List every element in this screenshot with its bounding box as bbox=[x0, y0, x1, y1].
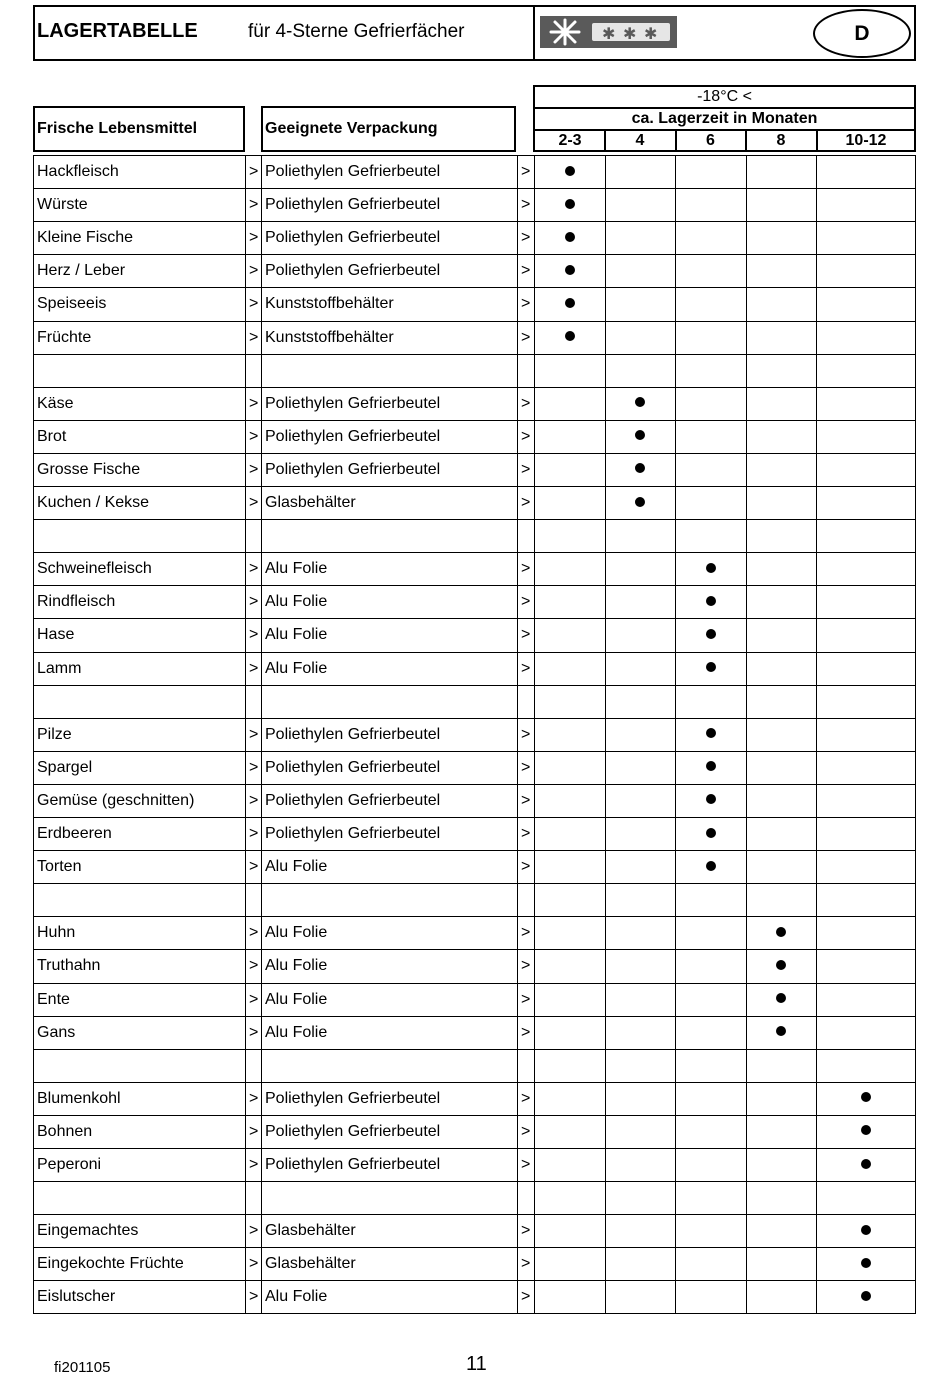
food-name: Grosse Fische bbox=[37, 460, 141, 478]
column-divider bbox=[517, 155, 518, 1314]
food-name: Eingemachtes bbox=[37, 1222, 139, 1240]
row-divider bbox=[33, 585, 916, 586]
separator-arrow: > bbox=[521, 758, 531, 776]
packaging-name: Kunststoffbehälter bbox=[265, 295, 394, 313]
food-name: Kleine Fische bbox=[37, 229, 134, 247]
page-number: 11 bbox=[466, 1353, 487, 1375]
separator-arrow: > bbox=[249, 659, 259, 677]
svg-text:✱: ✱ bbox=[644, 24, 658, 43]
row-divider bbox=[33, 354, 916, 355]
storage-bullet-10-12 bbox=[861, 1291, 871, 1301]
storage-bullet-2-3 bbox=[565, 265, 575, 275]
food-name: Pilze bbox=[37, 725, 72, 743]
month-column-10-12: 10-12 bbox=[845, 132, 887, 149]
packaging-name: Alu Folie bbox=[265, 957, 328, 975]
column-divider bbox=[675, 155, 676, 1314]
row-divider bbox=[33, 1148, 916, 1149]
separator-arrow: > bbox=[249, 494, 259, 511]
storage-bullet-6 bbox=[706, 861, 716, 871]
separator-arrow: > bbox=[249, 427, 259, 445]
separator-arrow: > bbox=[521, 394, 531, 412]
column-divider bbox=[746, 155, 747, 1314]
packaging-name: Poliethylen Gefrierbeutel bbox=[265, 460, 441, 478]
packaging-name: Alu Folie bbox=[265, 924, 328, 942]
packaging-name: Poliethylen Gefrierbeutel bbox=[265, 196, 441, 214]
column-divider bbox=[816, 155, 817, 1314]
storage-bullet-10-12 bbox=[861, 1225, 871, 1235]
packaging-column-header: Geeignete Verpackung bbox=[261, 106, 516, 152]
food-name: Hackfleisch bbox=[37, 163, 119, 180]
food-name: Schweinefleisch bbox=[37, 560, 152, 578]
separator-arrow: > bbox=[249, 328, 259, 346]
separator-arrow: > bbox=[249, 1255, 259, 1273]
month-column-6: 6 bbox=[706, 132, 715, 149]
food-name: Ente bbox=[37, 990, 70, 1008]
column-divider bbox=[534, 155, 535, 1314]
storage-bullet-8 bbox=[776, 993, 786, 1003]
packaging-name: Poliethylen Gefrierbeutel bbox=[265, 229, 441, 247]
packaging-name: Poliethylen Gefrierbeutel bbox=[265, 1089, 441, 1107]
storage-table bbox=[33, 155, 916, 1314]
packaging-name: Poliethylen Gefrierbeutel bbox=[265, 825, 441, 842]
separator-arrow: > bbox=[521, 1023, 531, 1041]
packaging-name: Glasbehälter bbox=[265, 494, 356, 511]
month-column-2-3: 2-3 bbox=[558, 132, 582, 149]
row-divider bbox=[33, 916, 916, 917]
temperature-label: -18°C < bbox=[697, 88, 752, 105]
storage-bullet-6 bbox=[706, 662, 716, 672]
food-name: Blumenkohl bbox=[37, 1089, 121, 1107]
row-divider bbox=[33, 254, 916, 255]
food-name: Erdbeeren bbox=[37, 825, 112, 842]
svg-text:✱: ✱ bbox=[623, 24, 637, 43]
packaging-name: Poliethylen Gefrierbeutel bbox=[265, 262, 441, 280]
row-divider bbox=[33, 221, 916, 222]
separator-arrow: > bbox=[249, 1122, 259, 1140]
separator-arrow: > bbox=[249, 196, 259, 214]
row-divider bbox=[33, 321, 916, 322]
svg-text:✱: ✱ bbox=[602, 24, 616, 43]
separator-arrow: > bbox=[521, 593, 531, 611]
separator-arrow: > bbox=[521, 196, 531, 214]
food-name: Käse bbox=[37, 394, 74, 412]
document-code: fi201105 bbox=[54, 1359, 111, 1376]
row-divider bbox=[33, 850, 916, 851]
storage-bullet-6 bbox=[706, 828, 716, 838]
packaging-name: Alu Folie bbox=[265, 659, 328, 677]
separator-arrow: > bbox=[521, 725, 531, 743]
food-name: Gans bbox=[37, 1023, 76, 1041]
storage-bullet-8 bbox=[776, 960, 786, 970]
separator-arrow: > bbox=[521, 1222, 531, 1240]
row-divider bbox=[33, 1280, 916, 1281]
row-divider bbox=[33, 519, 916, 520]
food-name: Lamm bbox=[37, 659, 82, 677]
separator-arrow: > bbox=[521, 626, 531, 644]
separator-arrow: > bbox=[521, 791, 531, 809]
packaging-name: Poliethylen Gefrierbeutel bbox=[265, 163, 441, 180]
separator-arrow: > bbox=[521, 957, 531, 975]
separator-arrow: > bbox=[249, 1222, 259, 1240]
storage-bullet-8 bbox=[776, 927, 786, 937]
separator-arrow: > bbox=[249, 1156, 259, 1173]
separator-arrow: > bbox=[521, 858, 531, 876]
separator-arrow: > bbox=[249, 858, 259, 876]
food-name: Brot bbox=[37, 427, 67, 445]
food-name: Rindfleisch bbox=[37, 593, 116, 611]
separator-arrow: > bbox=[249, 163, 259, 180]
row-divider bbox=[33, 486, 916, 487]
month-column-4: 4 bbox=[635, 132, 645, 149]
row-divider bbox=[33, 188, 916, 189]
separator-arrow: > bbox=[521, 1122, 531, 1140]
row-divider bbox=[33, 1016, 916, 1017]
row-divider bbox=[33, 718, 916, 719]
row-divider bbox=[33, 552, 916, 553]
storage-bullet-6 bbox=[706, 563, 716, 573]
food-name: Peperoni bbox=[37, 1156, 102, 1173]
separator-arrow: > bbox=[521, 1255, 531, 1273]
separator-arrow: > bbox=[521, 494, 531, 511]
separator-arrow: > bbox=[249, 262, 259, 280]
separator-arrow: > bbox=[521, 990, 531, 1008]
separator-arrow: > bbox=[521, 262, 531, 280]
packaging-name: Glasbehälter bbox=[265, 1255, 356, 1273]
food-name: Hase bbox=[37, 626, 75, 644]
packaging-name: Alu Folie bbox=[265, 560, 328, 578]
packaging-name: Alu Folie bbox=[265, 990, 328, 1008]
storage-bullet-10-12 bbox=[861, 1159, 871, 1169]
storage-bullet-2-3 bbox=[565, 199, 575, 209]
storage-bullet-6 bbox=[706, 629, 716, 639]
separator-arrow: > bbox=[521, 825, 531, 842]
food-name: Bohnen bbox=[37, 1122, 93, 1140]
storage-bullet-4 bbox=[635, 497, 645, 507]
food-name: Gemüse (geschnitten) bbox=[37, 791, 195, 809]
packaging-name: Poliethylen Gefrierbeutel bbox=[265, 758, 441, 776]
row-divider bbox=[33, 817, 916, 818]
separator-arrow: > bbox=[249, 791, 259, 809]
packaging-name: Alu Folie bbox=[265, 858, 328, 876]
row-divider bbox=[33, 983, 916, 984]
storage-bullet-2-3 bbox=[565, 232, 575, 242]
separator-arrow: > bbox=[521, 295, 531, 313]
separator-arrow: > bbox=[521, 924, 531, 942]
separator-arrow: > bbox=[249, 394, 259, 412]
separator-arrow: > bbox=[249, 1089, 259, 1107]
food-name: Herz / Leber bbox=[37, 262, 126, 280]
separator-arrow: > bbox=[249, 626, 259, 644]
food-name: Speiseeis bbox=[37, 295, 107, 313]
separator-arrow: > bbox=[521, 560, 531, 578]
packaging-name: Poliethylen Gefrierbeutel bbox=[265, 725, 441, 743]
row-divider bbox=[33, 1082, 916, 1083]
separator-arrow: > bbox=[521, 229, 531, 247]
separator-arrow: > bbox=[249, 593, 259, 611]
separator-arrow: > bbox=[521, 659, 531, 677]
packaging-name: Poliethylen Gefrierbeutel bbox=[265, 1122, 441, 1140]
column-divider bbox=[261, 155, 262, 1314]
separator-arrow: > bbox=[521, 1156, 531, 1173]
row-divider bbox=[33, 387, 916, 388]
column-divider bbox=[245, 155, 246, 1314]
separator-arrow: > bbox=[521, 427, 531, 445]
food-name: Eislutscher bbox=[37, 1288, 116, 1306]
row-divider bbox=[33, 883, 916, 884]
separator-arrow: > bbox=[249, 990, 259, 1008]
food-name: Früchte bbox=[37, 328, 92, 346]
storage-bullet-2-3 bbox=[565, 331, 575, 341]
separator-arrow: > bbox=[249, 725, 259, 743]
packaging-name: Poliethylen Gefrierbeutel bbox=[265, 1156, 441, 1173]
separator-arrow: > bbox=[521, 460, 531, 478]
row-divider bbox=[33, 287, 916, 288]
separator-arrow: > bbox=[249, 229, 259, 247]
packaging-name: Alu Folie bbox=[265, 1023, 328, 1041]
month-column-8: 8 bbox=[776, 132, 786, 149]
packaging-name: Alu Folie bbox=[265, 1288, 328, 1306]
separator-arrow: > bbox=[249, 460, 259, 478]
food-name: Huhn bbox=[37, 924, 76, 942]
row-divider bbox=[33, 618, 916, 619]
separator-arrow: > bbox=[249, 825, 259, 842]
separator-arrow: > bbox=[249, 924, 259, 942]
separator-arrow: > bbox=[521, 328, 531, 346]
separator-arrow: > bbox=[249, 295, 259, 313]
storage-bullet-6 bbox=[706, 596, 716, 606]
food-name: Kuchen / Kekse bbox=[37, 494, 150, 511]
food-name: Truthahn bbox=[37, 957, 101, 975]
row-divider bbox=[33, 1214, 916, 1215]
country-badge: D bbox=[813, 9, 911, 58]
row-divider bbox=[33, 1181, 916, 1182]
separator-arrow: > bbox=[249, 758, 259, 776]
storage-bullet-2-3 bbox=[565, 166, 575, 176]
storage-time-label: ca. Lagerzeit in Monaten bbox=[631, 110, 818, 127]
packaging-name: Poliethylen Gefrierbeutel bbox=[265, 791, 441, 809]
row-divider bbox=[33, 751, 916, 752]
separator-arrow: > bbox=[521, 1089, 531, 1107]
page-title: LAGERTABELLE bbox=[37, 20, 198, 42]
title-divider bbox=[533, 5, 535, 61]
row-divider bbox=[33, 1049, 916, 1050]
separator-arrow: > bbox=[249, 957, 259, 975]
row-divider bbox=[33, 685, 916, 686]
row-divider bbox=[33, 1115, 916, 1116]
row-divider bbox=[33, 949, 916, 950]
packaging-name: Poliethylen Gefrierbeutel bbox=[265, 394, 441, 412]
food-name: Spargel bbox=[37, 758, 93, 776]
food-name: Eingekochte Früchte bbox=[37, 1255, 184, 1273]
separator-arrow: > bbox=[249, 560, 259, 578]
packaging-name: Alu Folie bbox=[265, 626, 328, 644]
storage-bullet-10-12 bbox=[861, 1258, 871, 1268]
column-divider bbox=[605, 155, 606, 1314]
four-star-freezer-icon bbox=[540, 16, 677, 48]
page-subtitle: für 4-Sterne Gefrierfächer bbox=[248, 21, 465, 42]
food-name: Würste bbox=[37, 196, 88, 214]
separator-arrow: > bbox=[521, 163, 531, 180]
packaging-name: Kunststoffbehälter bbox=[265, 328, 394, 346]
food-name: Torten bbox=[37, 858, 82, 876]
separator-arrow: > bbox=[249, 1288, 259, 1306]
row-divider bbox=[33, 420, 916, 421]
row-divider bbox=[33, 453, 916, 454]
separator-arrow: > bbox=[521, 1288, 531, 1306]
food-column-header: Frische Lebensmittel bbox=[33, 106, 245, 152]
packaging-name: Glasbehälter bbox=[265, 1222, 356, 1240]
packaging-name: Poliethylen Gefrierbeutel bbox=[265, 427, 441, 445]
packaging-name: Alu Folie bbox=[265, 593, 328, 611]
separator-arrow: > bbox=[249, 1023, 259, 1041]
row-divider bbox=[33, 652, 916, 653]
storage-bullet-2-3 bbox=[565, 298, 575, 308]
